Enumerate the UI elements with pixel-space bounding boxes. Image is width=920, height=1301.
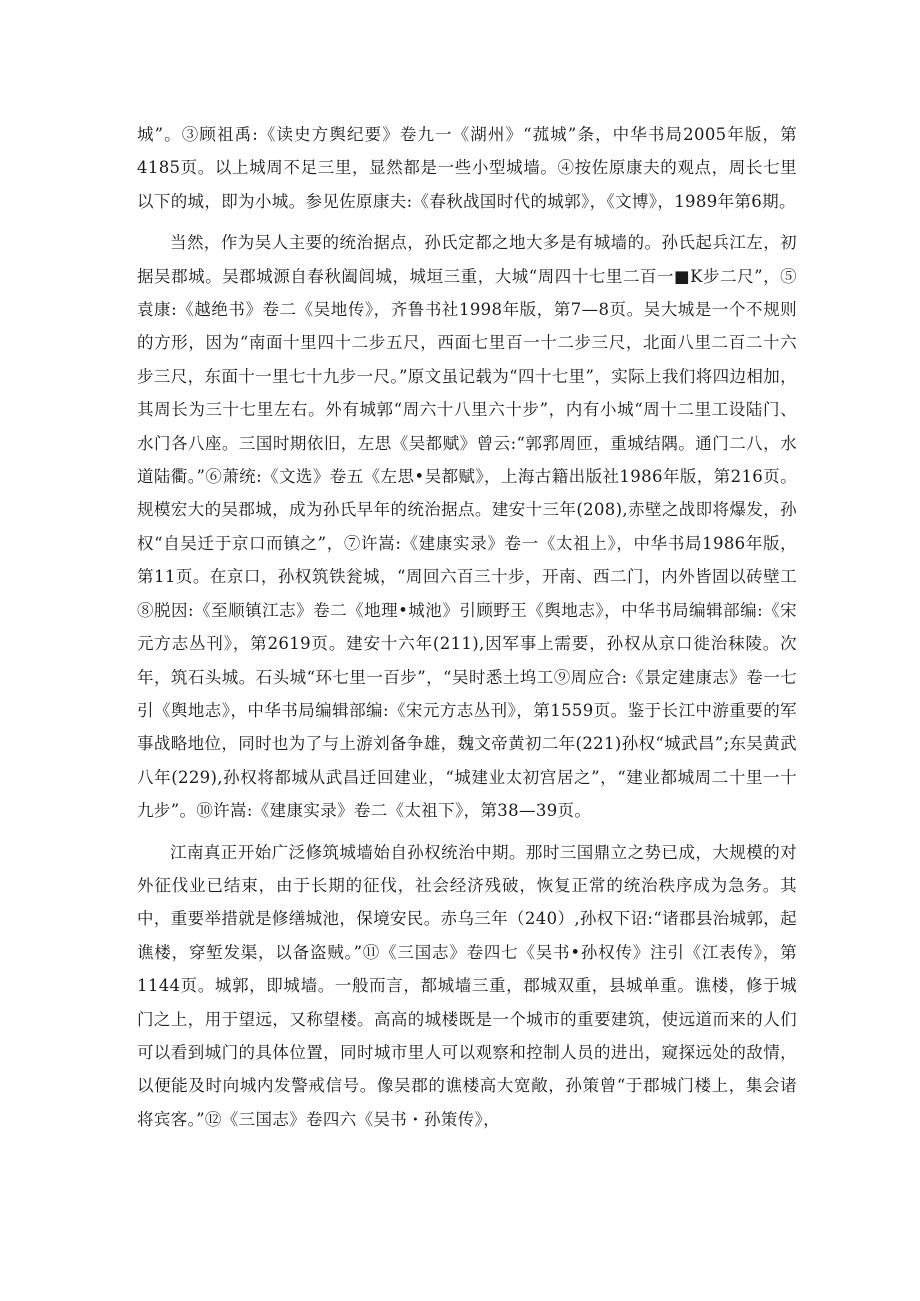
document-body [137, 118, 797, 1142]
paragraph-1: 城”。③顾祖禹:《读史方舆纪要》卷九一《湖州》“菰城”条，中华书局2005年版，第4185页。以上城周不足三里，显然都是一些小型城墙。④按佐原康夫的观点，周长七里以下的城，即为小城。参见佐原康夫:《春秋战国时代的城郭》，《文博》，1989年第6期。 [137, 125, 797, 211]
paragraph-3: 江南真正开始广泛修筑城墙始自孙权统治中期。那时三国鼎立之势已成，大规模的对外征伐业已结束，由于长期的征伐，社会经济残破，恢复正常的统治秩序成为急务。其中，重要举措就是修缮城池，保境安民。赤乌三年（240）,孙权下诏:“诸郡县治城郭，起谯楼，穿堑发渠，以备盗贼。”⑪《三国志》卷四七《吴书•孙权传》注引《江表传》，第1144页。城郭，即城墙。一般而言，都城墙三重，郡城双重，县城单重。谯楼，修于城门之上，用于望远，又称望楼。高高的城楼既是一个城市的重要建筑，使远道而来的人们可以看到城门的具体位置，同时城市里人可以观察和控制人员的进出，窥探远处的敌情，以便能及时向城内发警戒信号。像吴郡的谯楼高大宽敞，孙策曾“于郡城门楼上，集会诸将宾客。”⑫《三国志》卷四六《吴书・孙策传》， [137, 842, 797, 1129]
paragraph-2: 当然，作为吴人主要的统治据点，孙氏定都之地大多是有城墙的。孙氏起兵江左，初据吴郡城。吴郡城源自春秋阖闾城，城垣三重，大城“周四十七里二百一■K步二尺”，⑤袁康:《越绝书》卷二《吴地传》，齐鲁书社1998年版，第7—8页。吴大城是一个不规则的方形，因为“南面十里四十二步五尺，西面七里百一十二步三尺，北面八里二百二十六步三尺，东面十一里七十九步一尺。”原文虽记载为“四十七里”，实际上我们将四边相加，其周长为三十七里左右。外有城郭“周六十八里六十步”，内有小城“周十二里工设陆门、水门各八座。三国时期依旧，左思《吴都赋》曾云:“郭郛周匝，重城结隅。通门二八，水道陆衢。”⑥萧统:《文选》卷五《左思•吴都赋》，上海古籍出版社1986年版，第216页。规模宏大的吴郡城，成为孙氏早年的统治据点。建安十三年(208),赤壁之战即将爆发，孙权“自吴迁于京口而镇之”，⑦许嵩:《建康实录》卷一《太祖上》，中华书局1986年版，第11页。在京口，孙权筑铁瓮城，“周回六百三十步，开南、西二门，内外皆固以砖壁工⑧脱因:《至顺镇江志》卷二《地理•城池》引顾野王《舆地志》，中华书局编辑部编:《宋元方志丛刊》，第2619页。建安十六年(211),因军事上需要，孙权从京口徙治秣陵。次年，筑石头城。石头城“环七里一百步”，“吴时悉土坞工⑨周应合:《景定建康志》卷一七引《舆地志》，中华书局编辑部编:《宋元方志丛刊》，第1559页。鉴于长江中游重要的军事战略地位，同时也为了与上游刘备争雄，魏文帝黄初二年(221)孙权“城武昌”;东吴黄武八年(229),孙权将都城从武昌迁回建业，“城建业太初宫居之”，“建业都城周二十里一十九步”。⑩许嵩:《建康实录》卷二《太祖下》，第38—39页。 [137, 233, 797, 821]
